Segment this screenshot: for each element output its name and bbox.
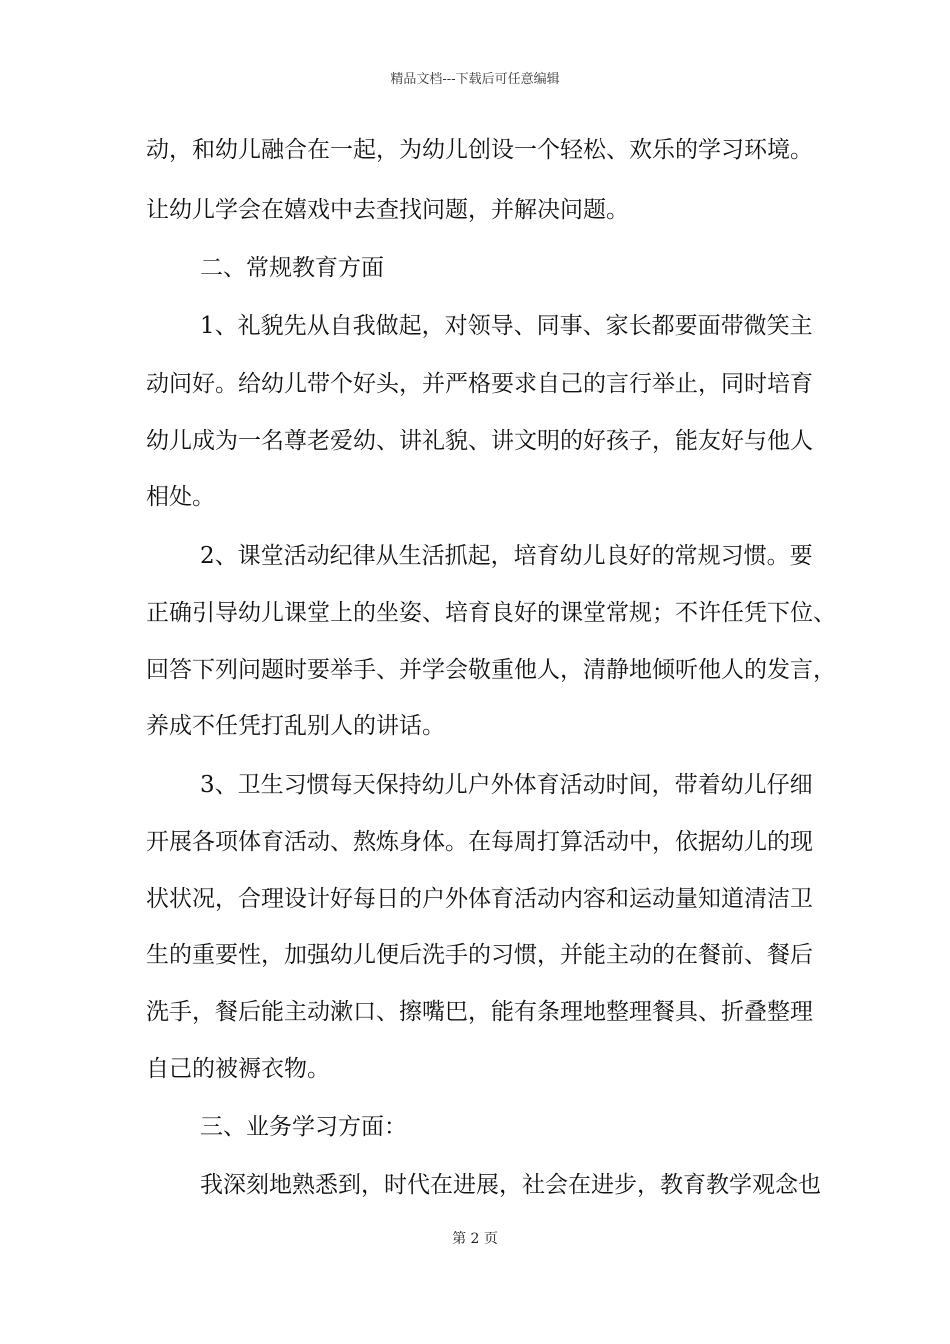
text-line: 动，和幼儿融合在一起，为幼儿创设一个轻松、欢乐的学习环境。 [146, 137, 813, 163]
text-line: 动问好。给幼儿带个好头，并严格要求自己的言行举止，同时培育 [146, 371, 813, 397]
text-line: 生的重要性，加强幼儿便后洗手的习惯，并能主动的在餐前、餐后 [146, 942, 813, 968]
text-line: 养成不任凭打乱别人的讲话。 [146, 713, 445, 739]
text-line: 相处。 [146, 484, 215, 510]
section-heading: 三、业务学习方面： [200, 1114, 407, 1140]
text-line: 正确引导幼儿课堂上的坐姿、培育良好的课堂常规；不许任凭下位、 [146, 600, 836, 626]
text-line: 开展各项体育活动、熬炼身体。在每周打算活动中，依据幼儿的现 [146, 829, 813, 855]
text-line: 洗手，餐后能主动漱口、擦嘴巴，能有条理地整理餐具、折叠整理 [146, 999, 813, 1025]
page-number: 第 2 页 [452, 1231, 498, 1247]
text-line: 状状况，合理设计好每日的户外体育活动内容和运动量知道清洁卫 [146, 886, 813, 912]
text-line: 让幼儿学会在嬉戏中去查找问题，并解决问题。 [146, 197, 629, 223]
text-line: 幼儿成为一名尊老爱幼、讲礼貌、讲文明的好孩子，能友好与他人 [146, 428, 813, 454]
text-line: 回答下列问题时要举手、并学会敬重他人，清静地倾听他人的发言， [146, 657, 836, 683]
text-line: 我深刻地熟悉到，时代在进展，社会在进步，教育教学观念也 [200, 1172, 821, 1198]
page-header: 精品文档---下载后可任意编辑 [390, 72, 560, 87]
section-heading: 二、常规教育方面 [200, 255, 384, 281]
text-line: 1、礼貌先从自我做起，对领导、同事、家长都要面带微笑主 [200, 313, 813, 339]
text-line: 2、课堂活动纪律从生活抓起，培育幼儿良好的常规习惯。要 [200, 543, 813, 569]
text-line: 3、卫生习惯每天保持幼儿户外体育活动时间，带着幼儿仔细 [200, 772, 813, 798]
text-line: 自己的被褥衣物。 [146, 1056, 330, 1082]
